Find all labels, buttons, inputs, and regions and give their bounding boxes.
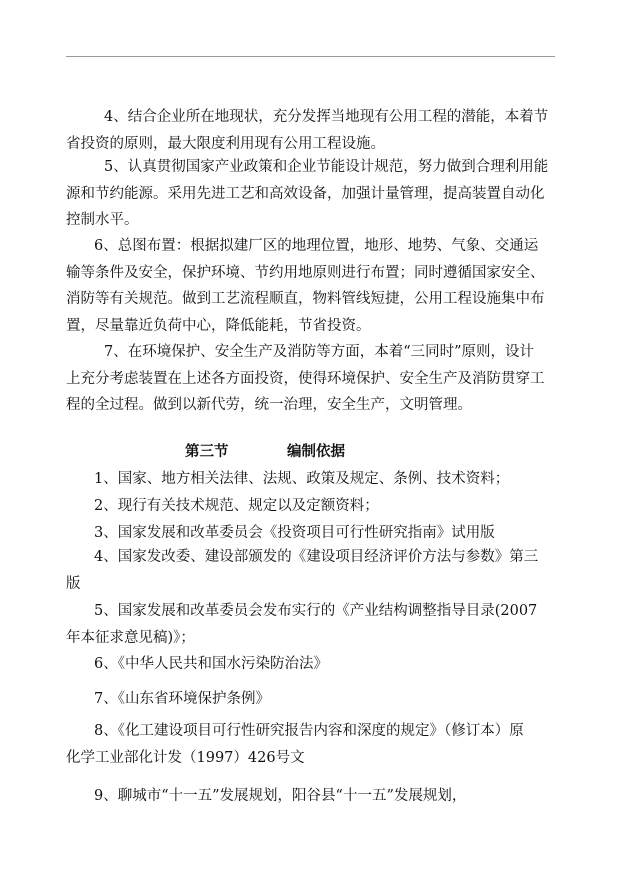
principle-6 (66, 233, 555, 339)
basis-9 (66, 783, 555, 810)
basis-8 (66, 718, 555, 771)
principle-6-line-1: 6、总图布置：根据拟建厂区的地理位置，地形、地势、气象、交通运 (94, 238, 539, 254)
principle-6-line-4: 置，尽量靠近负荷中心，降低能耗，节省投资。 (66, 317, 371, 334)
principle-6-line-3: 消防等有关规范。做到工艺流程顺直，物料管线短捷，公用工程设施集中布 (66, 291, 545, 307)
section-title: 编制依据 (287, 443, 345, 460)
principle-7-line-3: 程的全过程。做到以新代劳，统一治理，安全生产，文明管理。 (66, 397, 472, 413)
basis-4-line-2: 版 (66, 575, 81, 592)
basis-8-line-2: 化学工业部化计发（1997）426号文 (66, 749, 305, 766)
principle-6-line-2: 输等条件及安全，保护环境、节约用地原则进行布置；同时遵循国家安全、 (66, 264, 545, 281)
principle-7-line-2: 上充分考虑装置在上述各方面投资，使得环境保护、安全生产及消防贯穿工 (66, 370, 545, 387)
basis-3-line-1: 3、国家发展和改革委员会《投资项目可行性研究指南》试用版 (94, 525, 495, 541)
basis-9-line-1: 9、聊城市“十一五”发展规划，阳谷县“十一五”发展规划， (94, 788, 467, 804)
basis-5 (66, 598, 555, 651)
basis-1-line-1: 1、国家、地方相关法律、法规、政策及规定、条例、技术资料； (94, 471, 510, 487)
principle-5 (66, 154, 555, 234)
principle-4 (66, 104, 555, 157)
basis-5-line-1: 5、国家发展和改革委员会发布实行的《产业结构调整指导目录(2007 (94, 603, 538, 619)
basis-7-line-1: 7、《山东省环境保护条例》 (94, 691, 270, 707)
basis-1 (66, 466, 555, 493)
section-number: 第三节 (185, 443, 229, 460)
basis-6-line-1: 6、《中华人民共和国水污染防治法》 (94, 656, 328, 672)
basis-2-line-1: 2、现行有关技术规范、规定以及定额资料； (94, 498, 379, 514)
basis-8-line-1: 8、《化工建设项目可行性研究报告内容和深度的规定》（修订本）原 (94, 723, 524, 739)
header-rule (66, 56, 555, 57)
basis-6 (66, 651, 555, 678)
principle-7 (66, 339, 555, 419)
principle-7-line-1: 7、在环境保护、安全生产及消防等方面，本着“三同时”原则，设计 (104, 344, 535, 360)
basis-4-line-1: 4、国家发改委、建设部颁发的《建设项目经济评价方法与参数》第三 (94, 549, 539, 565)
basis-7 (66, 686, 555, 713)
basis-2 (66, 493, 555, 520)
basis-5-line-2: 年本征求意见稿)》； (66, 629, 195, 646)
basis-3 (66, 520, 555, 547)
principle-5-line-1: 5、认真贯彻国家产业政策和企业节能设计规范，努力做到合理利用能 (104, 159, 549, 175)
principle-4-line-2: 省投资的原则，最大限度利用现有公用工程设施。 (66, 135, 385, 152)
principle-5-line-2: 源和节约能源。采用先进工艺和高效设备，加强计量管理，提高装置自动化 (66, 185, 545, 202)
basis-4 (66, 544, 555, 597)
principle-5-line-3: 控制水平。 (66, 212, 139, 228)
principle-4-line-1: 4、结合企业所在地现状，充分发挥当地现有公用工程的潜能，本着节 (104, 109, 549, 125)
